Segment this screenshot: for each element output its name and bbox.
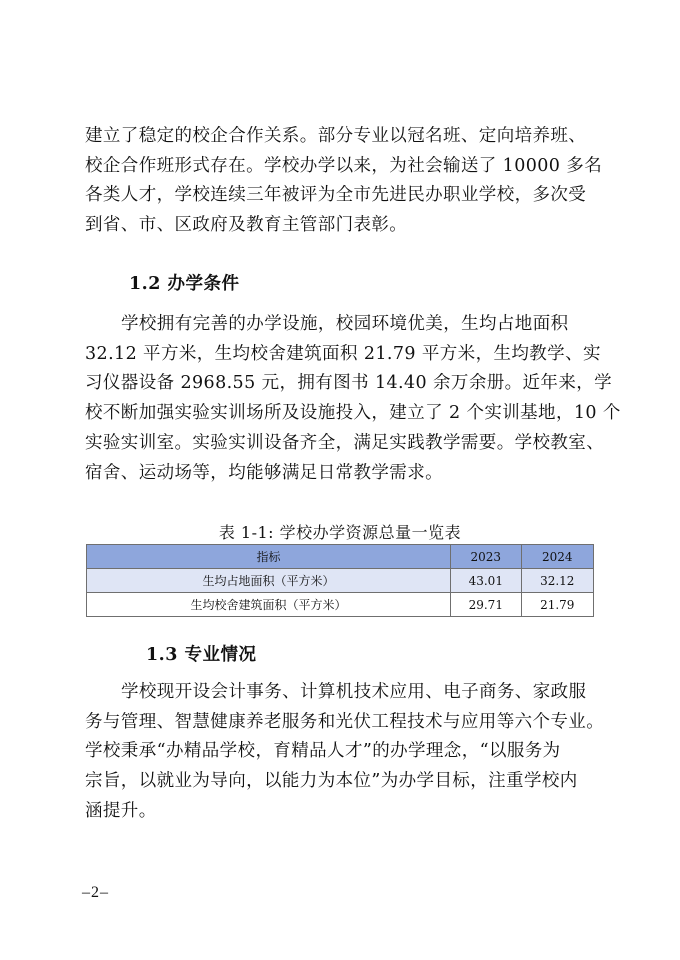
table-row (87, 593, 594, 617)
table-cell-value: 43.01 (451, 569, 521, 593)
paragraph-line: 校不断加强实验实训场所及设施投入，建立了 2 个实训基地，10 个 (85, 403, 621, 424)
table-cell-indicator: 生均校舍建筑面积（平方米） (87, 593, 451, 617)
page-number: –2– (82, 884, 109, 901)
table-header-row (87, 545, 594, 569)
intro-paragraph (85, 122, 603, 241)
paragraph-line: 涵提升。 (85, 800, 157, 821)
header-year-2024: 2024 (521, 545, 593, 569)
paragraph-line: 到省、市、区政府及教育主管部门表彰。 (85, 215, 408, 236)
paragraph-line: 校企合作班形式存在。学校办学以来，为社会输送了 10000 多名 (85, 155, 603, 176)
paragraph-line: 32.12 平方米，生均校舍建筑面积 21.79 平方米，生均教学、实 (85, 343, 601, 364)
paragraph-line: 宿舍、运动场等，均能够满足日常教学需求。 (85, 462, 443, 483)
paragraph-line: 建立了稳定的校企合作关系。部分专业以冠名班、定向培养班、 (85, 126, 587, 146)
paragraph-line: 实验实训室。实验实训设备齐全，满足实践教学需要。学校教室、 (85, 432, 605, 453)
paragraph-line: 习仪器设备 2968.55 元，拥有图书 14.40 余万余册。近年来，学 (85, 373, 613, 394)
section-heading-1-2: 1.2 办学条件 (129, 274, 240, 294)
paragraph-line: 学校现开设会计事务、计算机技术应用、电子商务、家政服 (121, 682, 587, 702)
paragraph-line: 学校秉承“办精品学校，育精品人才”的办学理念，“以服务为 (85, 741, 561, 762)
paragraph-line: 务与管理、智慧健康养老服务和光伏工程技术与应用等六个专业。 (85, 711, 605, 732)
table-cell-value: 29.71 (451, 593, 521, 617)
header-year-2023: 2023 (451, 545, 521, 569)
section-1-3-paragraph (85, 678, 605, 827)
table-caption: 表 1-1: 学校办学资源总量一览表 (218, 523, 462, 542)
table-cell-value: 32.12 (521, 569, 593, 593)
header-indicator: 指标 (87, 545, 451, 569)
section-heading-1-3: 1.3 专业情况 (146, 645, 257, 665)
paragraph-line: 学校拥有完善的办学设施，校园环境优美，生均占地面积 (121, 314, 569, 334)
paragraph-line: 各类人才，学校连续三年被评为全市先进民办职业学校，多次受 (85, 185, 587, 206)
section-1-2-paragraph (85, 310, 621, 488)
paragraph-line: 宗旨，以就业为导向，以能力为本位”为办学目标，注重学校内 (85, 771, 578, 792)
table-cell-value: 21.79 (521, 593, 593, 617)
table-cell-indicator: 生均占地面积（平方米） (87, 569, 451, 593)
resources-table (86, 544, 594, 617)
table-row (87, 569, 594, 593)
